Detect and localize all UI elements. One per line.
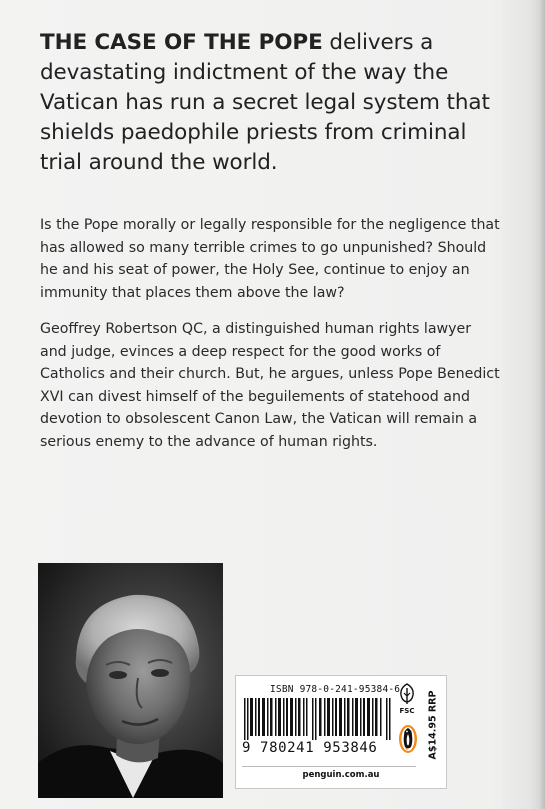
book-title: THE CASE OF THE POPE xyxy=(40,30,323,55)
barcode-bars xyxy=(244,698,392,740)
barcode-digits: 9 780241 953846 xyxy=(242,740,378,756)
price-text: A$14.95 RRP xyxy=(427,690,439,760)
cover-edge-shadow xyxy=(539,0,545,809)
author-portrait-illustration xyxy=(38,563,223,798)
author-photo xyxy=(38,563,223,798)
blurb-headline xyxy=(40,28,500,178)
fsc-label: FSC xyxy=(399,707,415,715)
blurb-paragraph-1: Is the Pope morally or legally responsible for the negligence that has allowed so many terrible crimes to go unpunished? Should he and his seat of power, the Holy See, continue to enjoy an immunity that places them above the law? xyxy=(40,217,500,301)
barcode-divider xyxy=(242,766,416,767)
price-tag xyxy=(423,684,443,766)
headline-rest: delivers a devastating indictment of the way the Vatican has run a secret legal system that shields paedophile priests from criminal trial around the world. xyxy=(40,30,490,175)
publisher-website: penguin.com.au xyxy=(302,770,380,780)
isbn-label: ISBN 978-0-241-95384-6 xyxy=(270,684,401,695)
fsc-tree-icon xyxy=(396,682,418,716)
penguin-logo-icon xyxy=(398,724,418,758)
blurb-paragraph-2: Geoffrey Robertson QC, a distinguished human rights lawyer and judge, evinces a deep respect for the good works of Catholics and their church. But, he argues, unless Pope Benedict XVI can divest himself of the beguilements of statehood and devotion to obsolescent Canon Law, the Vatican will remain a serious enemy to the advance of human rights. xyxy=(40,321,500,450)
barcode-panel xyxy=(235,675,447,789)
